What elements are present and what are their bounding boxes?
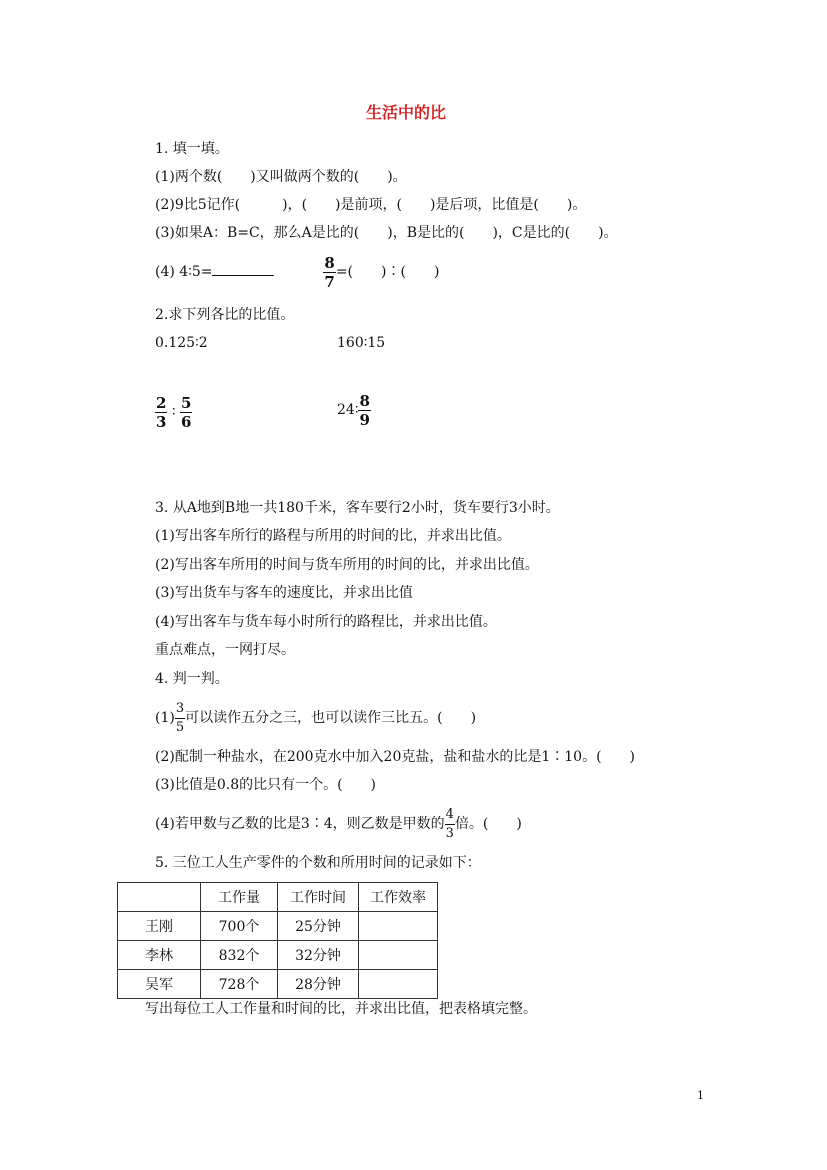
q1-heading: 1. 填一填。: [155, 141, 229, 157]
table-cell: 李林: [118, 941, 201, 970]
q4-heading: 4. 判一判。: [155, 671, 229, 687]
q3-line-2: (2)写出客车所用的时间与货车所用的时间的比，并求出比值。: [155, 557, 539, 573]
table-header-cell: 工作量: [201, 883, 278, 912]
q3-line-1: (1)写出客车所行的路程与所用的时间的比，并求出比值。: [155, 528, 511, 544]
page-number: 1: [697, 1089, 704, 1102]
q1-line-3: (3)如果A：B=C，那么A是比的( )，B是比的( )，C是比的( )。: [155, 225, 618, 241]
q2-heading: 2.求下列各比的比值。: [155, 307, 295, 323]
fraction-5-6: $\frac{5}{6}$: [181, 393, 192, 431]
q2-item-c: $\frac{2}{3}$ ∶ $\frac{5}{6}$: [156, 393, 192, 431]
table-cell: [359, 970, 438, 999]
table-cell: 25分钟: [278, 912, 359, 941]
q4-line-4: (4)若甲数与乙数的比是3∶4，则乙数是甲数的 $\frac{4}{3}$ 倍。( ): [155, 806, 522, 841]
q1-line-2: (2)9比5记作( )，( )是前项，( )是后项，比值是( )。: [155, 197, 587, 213]
page-title: 生活中的比: [366, 103, 447, 122]
q1-line-4: [155, 254, 439, 290]
q3-line-4: (4)写出客车与货车每小时所行的路程比，并求出比值。: [155, 614, 497, 630]
table-cell: 王刚: [118, 912, 201, 941]
table-cell: 28分钟: [278, 970, 359, 999]
table-cell: [359, 941, 438, 970]
fraction-3-5: $\frac{3}{5}$: [175, 700, 185, 735]
q1-line-4-left: (4) 4∶5=: [155, 264, 213, 280]
table-header-cell: 工作效率: [359, 883, 438, 912]
table-row: [118, 912, 438, 941]
record-table: [117, 882, 438, 999]
q4-line-1: (1) $\frac{3}{5}$ 可以读作五分之三，也可以读作三比五。( ): [155, 700, 477, 735]
q3-note: 重点难点，一网打尽。: [155, 642, 295, 658]
q4-line-2: (2)配制一种盐水，在200克水中加入20克盐，盐和盐水的比是1∶10。( ): [155, 749, 636, 765]
table-row: [118, 941, 438, 970]
table-cell: 吴军: [118, 970, 201, 999]
table-cell: 32分钟: [278, 941, 359, 970]
fraction-8-7: $\frac{8}{7}$: [324, 253, 335, 291]
fraction-4-3: $\frac{4}{3}$: [445, 806, 454, 841]
q1-line-4-right: =( )∶( ): [335, 264, 440, 280]
table-cell: 832个: [201, 941, 278, 970]
q3-line-3: (3)写出货车与客车的速度比，并求出比值: [155, 585, 413, 601]
q5-footer: 写出每位工人工作量和时间的比，并求出比值，把表格填完整。: [145, 1001, 537, 1017]
table-header-row: [118, 883, 438, 912]
q4-line-3: (3)比值是0.8的比只有一个。( ): [155, 777, 377, 793]
q2-item-a: 0.125∶2: [155, 335, 208, 351]
q5-heading: 5. 三位工人生产零件的个数和所用时间的记录如下：: [155, 855, 481, 871]
q3-heading: 3. 从A地到B地一共180千米，客车要行2小时，货车要行3小时。: [155, 500, 560, 516]
table-header-cell: 工作时间: [278, 883, 359, 912]
table-row: [118, 970, 438, 999]
q1-line-1: (1)两个数( )又叫做两个数的( )。: [155, 169, 407, 185]
answer-blank: [212, 265, 274, 276]
table-header-cell: [118, 883, 201, 912]
table-cell: 728个: [201, 970, 278, 999]
fraction-8-9: $\frac{8}{9}$: [359, 391, 370, 429]
table-cell: 700个: [201, 912, 278, 941]
table-cell: [359, 912, 438, 941]
q2-item-d: 24∶ $\frac{8}{9}$: [337, 391, 370, 429]
fraction-2-3: $\frac{2}{3}$: [156, 393, 167, 431]
q2-item-b: 160∶15: [337, 335, 386, 351]
